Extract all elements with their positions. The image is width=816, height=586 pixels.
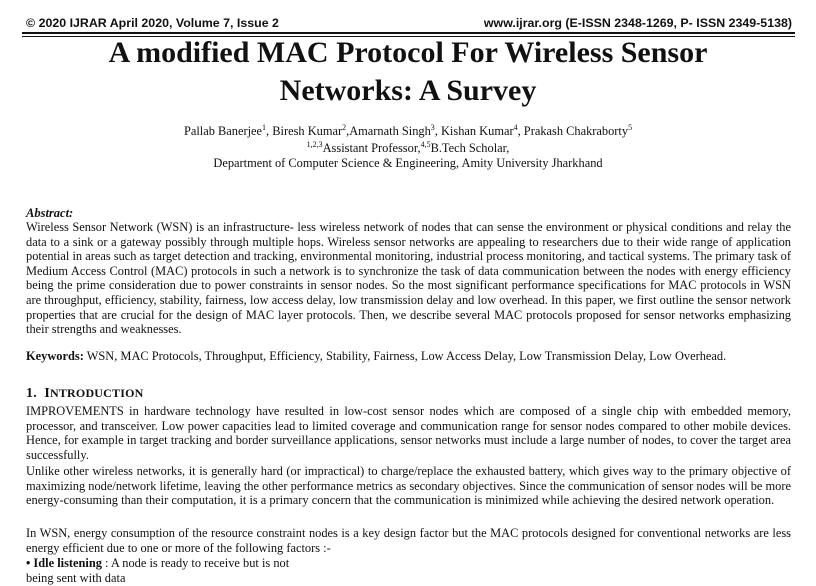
keywords xyxy=(26,349,791,364)
author-list: Pallab Banerjee$^1$, Biresh Kumar$^2$,Amarnath Singh$^3$, Kishan Kumar$^4$, Prakash Chakraborty$^5$ xyxy=(183,123,633,138)
affiliation-roles: $^{1,2,3}$Assistant Professor,$^{4,5}$B.Tech Scholar, xyxy=(306,140,510,155)
keywords-text: WSN, MAC Protocols, Throughput, Efficiency, Stability, Fairness, Low Access Delay, Low Transmission Delay, Low Overhead. xyxy=(83,349,727,363)
abstract-text: Wireless Sensor Network (WSN) is an infrastructure- less wireless network of nodes that can sense the environment or physical conditions and relay the data to a sink or a gateway possibly through multiple hops. Wireless sensor networks are appealing to researchers due to their wide range of application potential in areas such as target detection and tracking, environmental monitoring, industrial process monitoring, and tactical systems. The primary task of Medium Access Control (MAC) protocols in such a network is to synchronize the task of data communication between the nodes with energy efficiency being the prime consideration due to power constraints in sensor nodes. So the most significant performance specifications for MAC protocols in WSN are throughput, efficiency, stability, fairness, low access delay, low transmission delay and low overhead. In this paper, we first outline the sensor network properties that are crucial for the design of MAC layer protocols. Then, we describe several MAC protocols proposed for sensor networks emphasizing their strengths and weaknesses. xyxy=(26,220,791,337)
journal-website[interactable]: www.ijrar.org (E-ISSN 2348-1269, P- ISSN 2349-5138) xyxy=(483,16,792,30)
author-1: Pallab Banerjee xyxy=(183,124,263,138)
keywords-label: Keywords: xyxy=(26,349,84,363)
author-3: Amarnath Singh xyxy=(349,124,431,138)
paper-title xyxy=(40,34,776,110)
intro-paragraph-2: Unlike other wireless networks, it is generally hard (or impractical) to charge/replace the exhausted battery, which gives way to the primary objective of maximizing node/network lifetime, leaving the other performance metrics as secondary objectives. Since the communication of sensor nodes will be more energy-consuming than their computation, it is a primary concern that the communication is minimized while achieving the desired network operation. xyxy=(26,464,791,508)
journal-issue: © 2020 IJRAR April 2020, Volume 7, Issue 2 xyxy=(26,16,279,30)
intro-paragraph-1: IMPROVEMENTS in hardware technology have resulted in low-cost sensor nodes which are composed of a single chip with embedded memory, processor, and transceiver. Low power capacities lead to limited coverage and communication range for sensor nodes compared to other mobile devices. Hence, for example in target tracking and border surveillance applications, sensor networks must include a large number of nodes, to cover the target area successfully. xyxy=(26,404,791,462)
bullet-idle-listening: • Idle listening : A node is ready to receive but is not xyxy=(26,556,290,570)
intro-paragraph-3: In WSN, energy consumption of the resource constraint nodes is a key design factor but the MAC protocols designed for conventional networks are less energy efficient due to one or more of the following factors :- xyxy=(26,526,791,555)
author-4: Kishan Kumar xyxy=(440,124,514,138)
affiliation-department: Department of Computer Science & Engineering, Amity University Jharkhand xyxy=(213,156,603,170)
author-2: Biresh Kumar xyxy=(272,124,343,138)
title-line-2: Networks: A Survey xyxy=(279,74,537,107)
journal-header xyxy=(22,15,794,33)
bullet-idle-listening-cont: being sent with data xyxy=(26,571,126,585)
title-line-1: A modified MAC Protocol For Wireless Sensor xyxy=(108,36,708,69)
section-heading-introduction: 1. INTRODUCTION xyxy=(26,386,144,401)
author-5: Prakash Chakraborty xyxy=(523,124,629,138)
abstract-heading: Abstract: xyxy=(26,206,74,220)
